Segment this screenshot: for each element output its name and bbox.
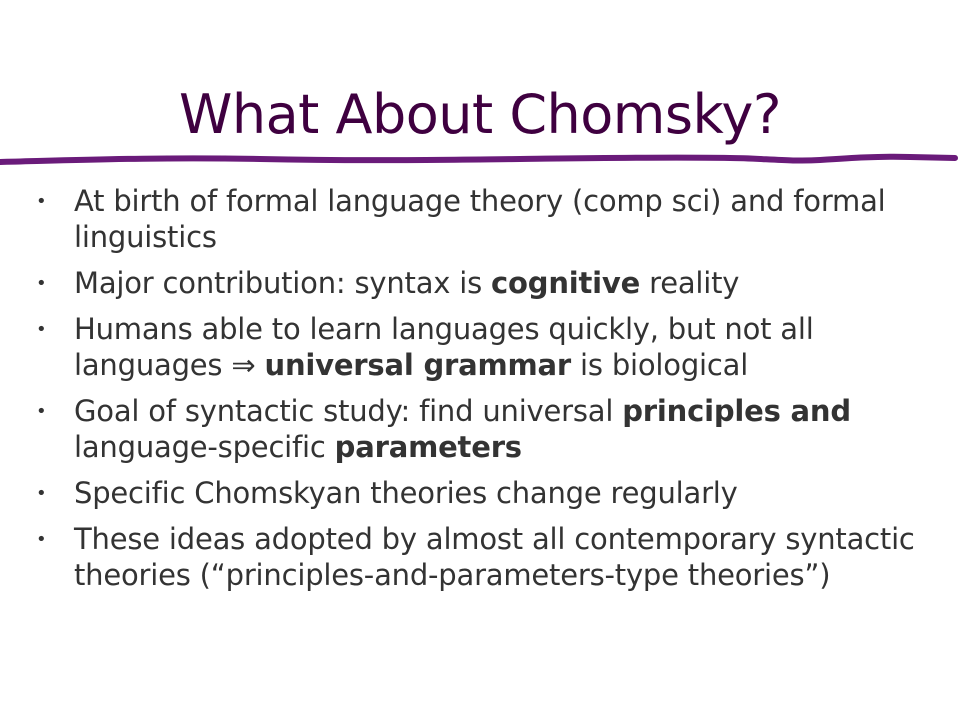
bullet-text: Goal of syntactic study: find universal	[74, 394, 623, 428]
bullet-text: is biological	[571, 348, 749, 382]
bullet-text: language-specific	[74, 430, 335, 464]
bullet-item	[36, 393, 936, 465]
bullet-text: Major contribution: syntax is	[74, 266, 492, 300]
implies-arrow-icon: ⇒	[231, 348, 256, 382]
bullet-marker: •	[36, 529, 47, 550]
bullet-text: reality	[640, 266, 740, 300]
bullet-item	[36, 475, 936, 511]
bullet-text: These ideas adopted by almost all contemporary syntactic theories (“principles-and-parameters-type theories”)	[74, 522, 915, 592]
slide-title: What About Chomsky?	[178, 83, 782, 146]
bullet-item	[36, 521, 936, 593]
bullet-marker: •	[36, 191, 47, 212]
title-underline	[0, 148, 960, 178]
bullet-item	[36, 311, 936, 383]
bullet-text: Specific Chomskyan theories change regularly	[74, 476, 738, 510]
bold-term: parameters	[334, 430, 522, 464]
bold-term: principles and	[622, 394, 851, 428]
bullet-marker: •	[36, 401, 47, 422]
bullet-text	[255, 348, 264, 382]
bullet-marker: •	[36, 319, 47, 340]
bullet-marker: •	[36, 273, 47, 294]
bullet-text: Humans able to learn languages quickly, but not all languages	[74, 312, 814, 382]
bullet-item	[36, 265, 936, 301]
bullet-marker: •	[36, 483, 47, 504]
bullet-item	[36, 183, 936, 255]
bold-term: cognitive	[491, 266, 641, 300]
bullet-text: At birth of formal language theory (comp sci) and formal linguistics	[74, 184, 886, 254]
bold-term: universal grammar	[264, 348, 572, 382]
bullet-list	[36, 183, 936, 603]
